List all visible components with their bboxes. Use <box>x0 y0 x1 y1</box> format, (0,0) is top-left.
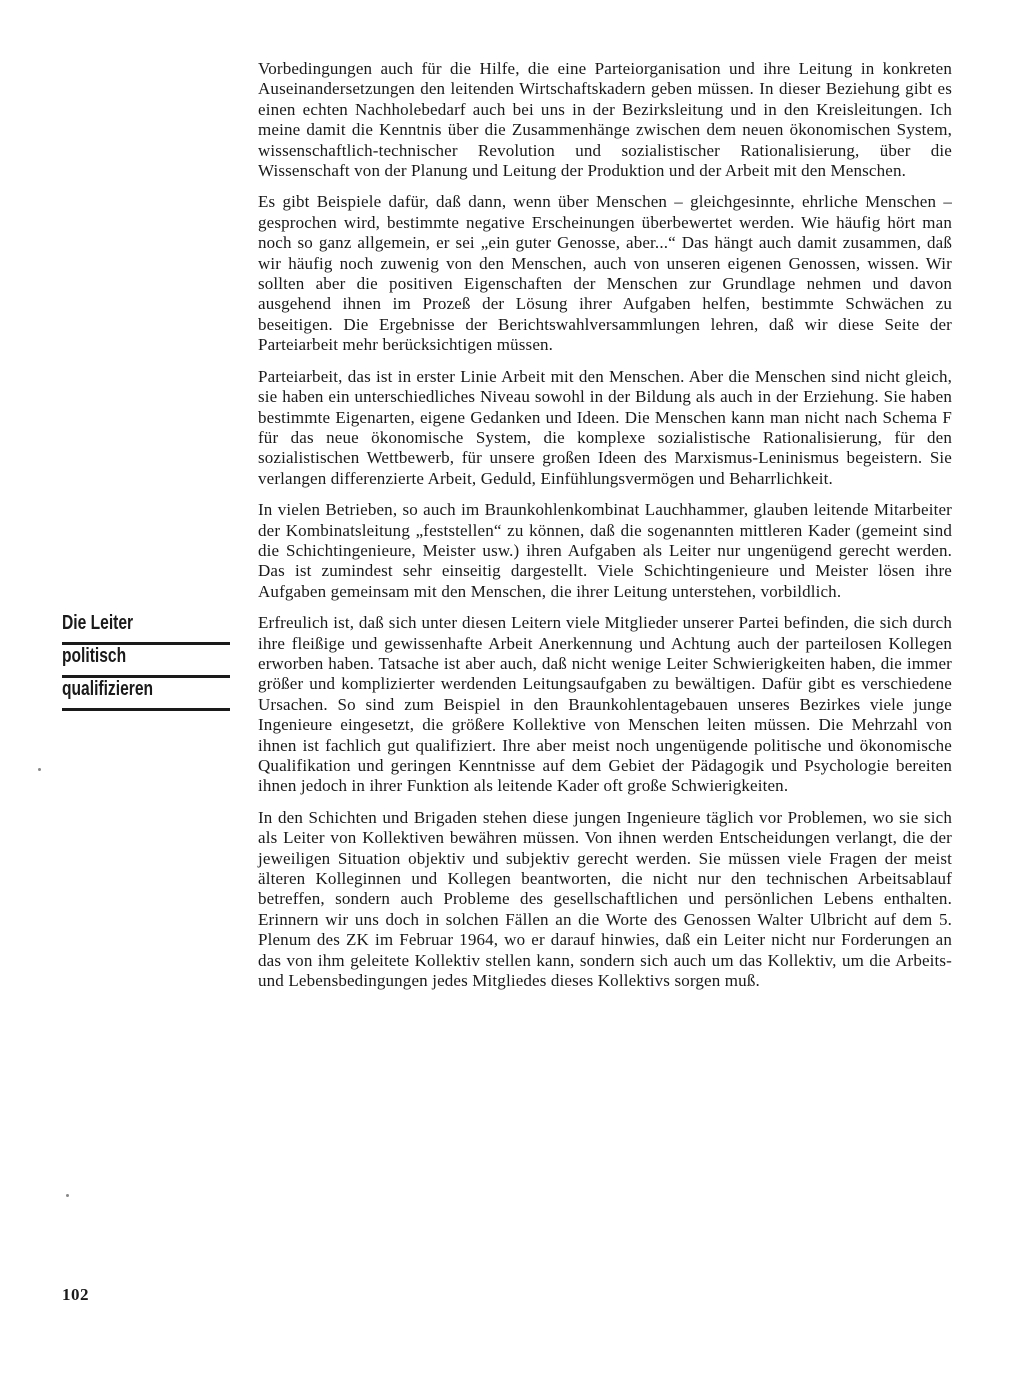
paragraph-2: Es gibt Beispiele dafür, daß dann, wenn über Menschen – gleichgesinnte, ehrliche Menschen – gesprochen wird, bestimmte negative Erscheinungen überbewertet werden. Wie häufig hört man noch so ganz allgemein, er sei „ein guter Genosse, aber...“ Das hängt auch damit zusammen, daß wir häufig noch zuwenig von den Menschen, auch von unseren eigenen Genossen, wissen. Wir sollten aber die positiven Eigenschaften der Menschen zur Grundlage nehmen und davon ausgehend ihnen im Prozeß der Lösung ihrer Aufgaben helfen, bestimmte Schwächen zu beseitigen. Die Ergebnisse der Berichtswahlversammlungen lehren, daß wir diese Seite der Parteiarbeit mehr berücksichtigen müssen. <box>258 192 952 355</box>
paragraph-3: Parteiarbeit, das ist in erster Linie Arbeit mit den Menschen. Aber die Menschen sind nicht gleich, sie haben ein unterschiedliches Niveau sowohl in der Bildung als auch in der Erziehung. Sie haben bestimmte Eigenarten, eigene Gedanken und Ideen. Die Menschen kann man nicht nach Schema F für das neue ökonomische System, die komplexe sozialistische Rationalisierung, für den sozialistischen Wettbewerb, für unsere großen Ideen des Marxismus-Leninismus begeistern. Sie verlangen differenzierte Arbeit, Geduld, Einfühlungsvermögen und Beharrlichkeit. <box>258 366 952 488</box>
body-text-column <box>258 59 952 1002</box>
margin-heading-line-3: qualifizieren <box>62 678 154 700</box>
margin-heading-line-1: Die Leiter <box>62 612 134 634</box>
page-number: 102 <box>62 1285 89 1304</box>
margin-heading <box>62 612 232 711</box>
print-speck <box>38 768 41 771</box>
print-speck <box>66 1194 69 1197</box>
margin-heading-line-2: politisch <box>62 645 127 667</box>
paragraph-5: Erfreulich ist, daß sich unter diesen Leitern viele Mitglieder unserer Partei befinden, die sich durch ihre fleißige und gewissenhafte Arbeit Anerkennung und Achtung auch der parteilosen Kollegen erworben haben. Tatsache ist aber auch, daß nicht wenige Leiter Schwierigkeiten haben, die immer größer und komplizierter werdenden Leitungsaufgaben zu bewältigen. Dafür gibt es verschiedene Ursachen. So sind zum Beispiel in den Braunkohlentagebauen unseres Bezirkes viele junge Ingenieure eingesetzt, die größere Kollektive von Menschen leiten müssen. Die Mehrzahl von ihnen ist fachlich gut qualifiziert. Ihre aber meist noch ungenügende politische und ökonomische Qualifikation und geringen Kenntnisse auf dem Gebiet der Pädagogik und Psychologie bereiten ihnen jedoch in ihrer Funktion als leitende Kader oft große Schwierigkeiten. <box>258 613 952 796</box>
paragraph-4: In vielen Betrieben, so auch im Braunkohlenkombinat Lauchhammer, glauben leitende Mitarbeiter der Kombinatsleitung „feststellen“ zu können, daß die sogenannten mittleren Kader (gemeint sind die Schichtingenieure, Meister usw.) ihren Aufgaben als Leiter nur ungenügend gerecht werden. Das ist zumindest sehr einseitig dargestellt. Viele Schichtingenieure und Meister lösen ihre Aufgaben gemeinsam mit den Menschen, die ihrer Leitung unterstehen, vorbildlich. <box>258 500 952 601</box>
margin-heading-rule-3 <box>62 708 230 711</box>
paragraph-1: Vorbedingungen auch für die Hilfe, die eine Parteiorganisation und ihre Leitung in konkreten Auseinandersetzungen den leitenden Wirtschaftskadern geben müssen. In dieser Beziehung gibt es einen echten Nachholebedarf auch bei uns in der Bezirksleitung und in den Kreisleitungen. Ich meine damit die Kenntnis über die Zusammenhänge zwischen dem neuen ökonomischen System, wissenschaftlich-technischer Revolution und sozialistischer Rationalisierung, über die Wissenschaft von der Planung und Leitung der Produktion und der Arbeit mit den Menschen. <box>258 59 952 181</box>
paragraph-6: In den Schichten und Brigaden stehen diese jungen Ingenieure täglich vor Problemen, wo sie sich als Leiter von Kollektiven bewähren müssen. Von ihnen werden Entscheidungen verlangt, die der jeweiligen Situation objektiv und subjektiv gerecht werden. Sie müssen viele Fragen der meist älteren Kolleginnen und Kollegen beantworten, die nicht nur den technischen Arbeitsablauf betreffen, sondern auch Probleme des gesellschaftlichen und persönlichen Lebens enthalten. Erinnern wir uns doch in solchen Fällen an die Worte des Genossen Walter Ulbricht auf dem 5. Plenum des ZK im Februar 1964, wo er darauf hinwies, daß ein Leiter nicht nur Forderungen an das von ihm geleitete Kollektiv stellen kann, sondern sich auch um das Kollektiv, um die Arbeits- und Lebensbedingungen jedes Mitgliedes dieses Kollektivs sorgen muß. <box>258 807 952 991</box>
